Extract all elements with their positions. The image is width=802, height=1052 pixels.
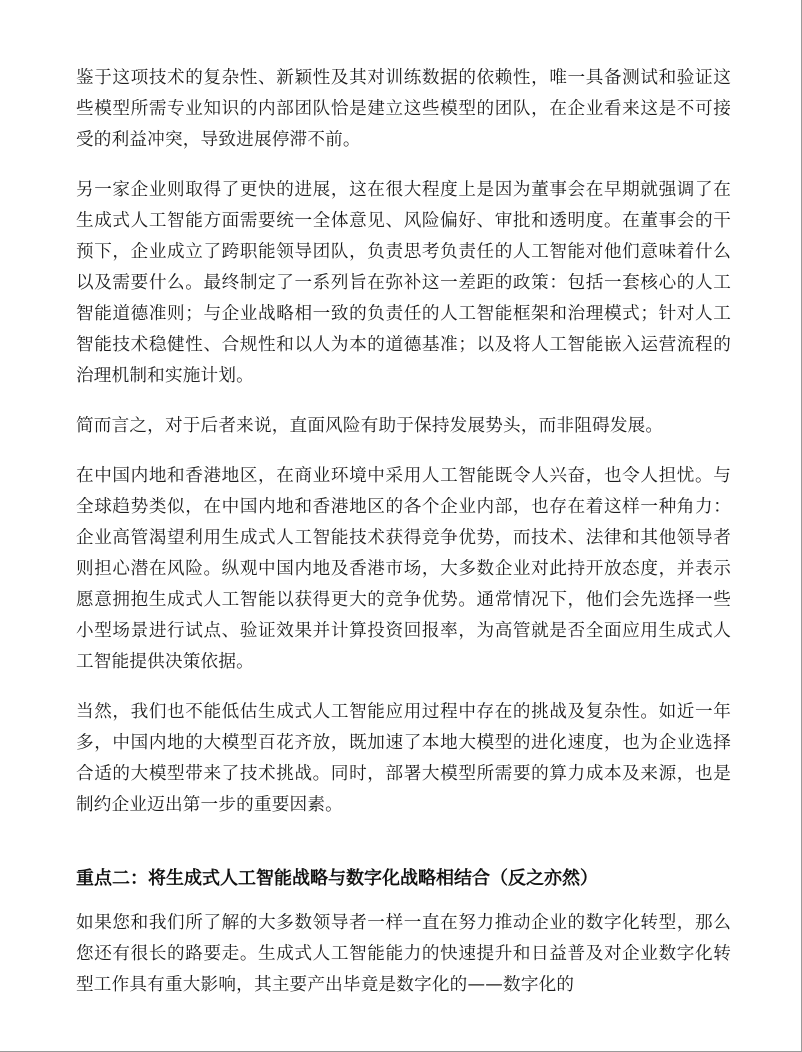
paragraph-summary: 简而言之，对于后者来说，直面风险有助于保持发展势头，而非阻碍发展。 xyxy=(76,416,664,436)
paragraph-china-hongkong: 在中国内地和香港地区，在商业环境中采用人工智能既令人兴奋，也令人担忧。与全球趋势类似，在中国内地和香港地区的各个企业内部，也存在着这样一种角力：企业高管渴望利用生成式人工智能技术获得竞争优势，而技术、法律和其他领导者则担心潜在风险。纵观中国内地及香港市场，大多数企业对此持开放态度，并表示愿意拥抱生成式人工智能以获得更大的竞争优势。通常情况下，他们会先选择一些小型场景进行试点、验证效果并计算投资回报率，为高管就是否全面应用生成式人工智能提供决策依据。 xyxy=(76,466,731,672)
document-body xyxy=(76,63,731,1020)
paragraph-challenges: 当然，我们也不能低估生成式人工智能应用过程中存在的挑战及复杂性。如近一年多，中国内地的大模型百花齐放，既加速了本地大模型的进化速度，也为企业选择合适的大模型带来了技术挑战。同时，部署大模型所需要的算力成本及来源，也是制约企业迈出第一步的重要因素。 xyxy=(76,702,731,815)
paragraph-conflict-of-interest: 鉴于这项技术的复杂性、新颖性及其对训练数据的依赖性，唯一具备测试和验证这些模型所需专业知识的内部团队恰是建立这些模型的团队，在企业看来这是不可接受的利益冲突，导致进展停滞不前。 xyxy=(76,68,731,150)
paragraph-digital-transformation: 如果您和我们所了解的大多数领导者一样一直在努力推动企业的数字化转型，那么您还有很长的路要走。生成式人工智能能力的快速提升和日益普及对企业数字化转型工作具有重大影响，其主要产出毕竟是数字化的——数字化的 xyxy=(76,913,731,995)
section-heading: 重点二：将生成式人工智能战略与数字化战略相结合（反之亦然） xyxy=(76,868,598,889)
paragraph-board-intervention: 另一家企业则取得了更快的进展，这在很大程度上是因为董事会在早期就强调了在生成式人工智能方面需要统一全体意见、风险偏好、审批和透明度。在董事会的干预下，企业成立了跨职能领导团队，负责思考负责任的人工智能对他们意味着什么以及需要什么。最终制定了一系列旨在弥补这一差距的政策：包括一套核心的人工智能道德准则；与企业战略相一致的负责任的人工智能框架和治理模式；针对人工智能技术稳健性、合规性和以人为本的道德基准；以及将人工智能嵌入运营流程的治理机制和实施计划。 xyxy=(76,180,731,386)
